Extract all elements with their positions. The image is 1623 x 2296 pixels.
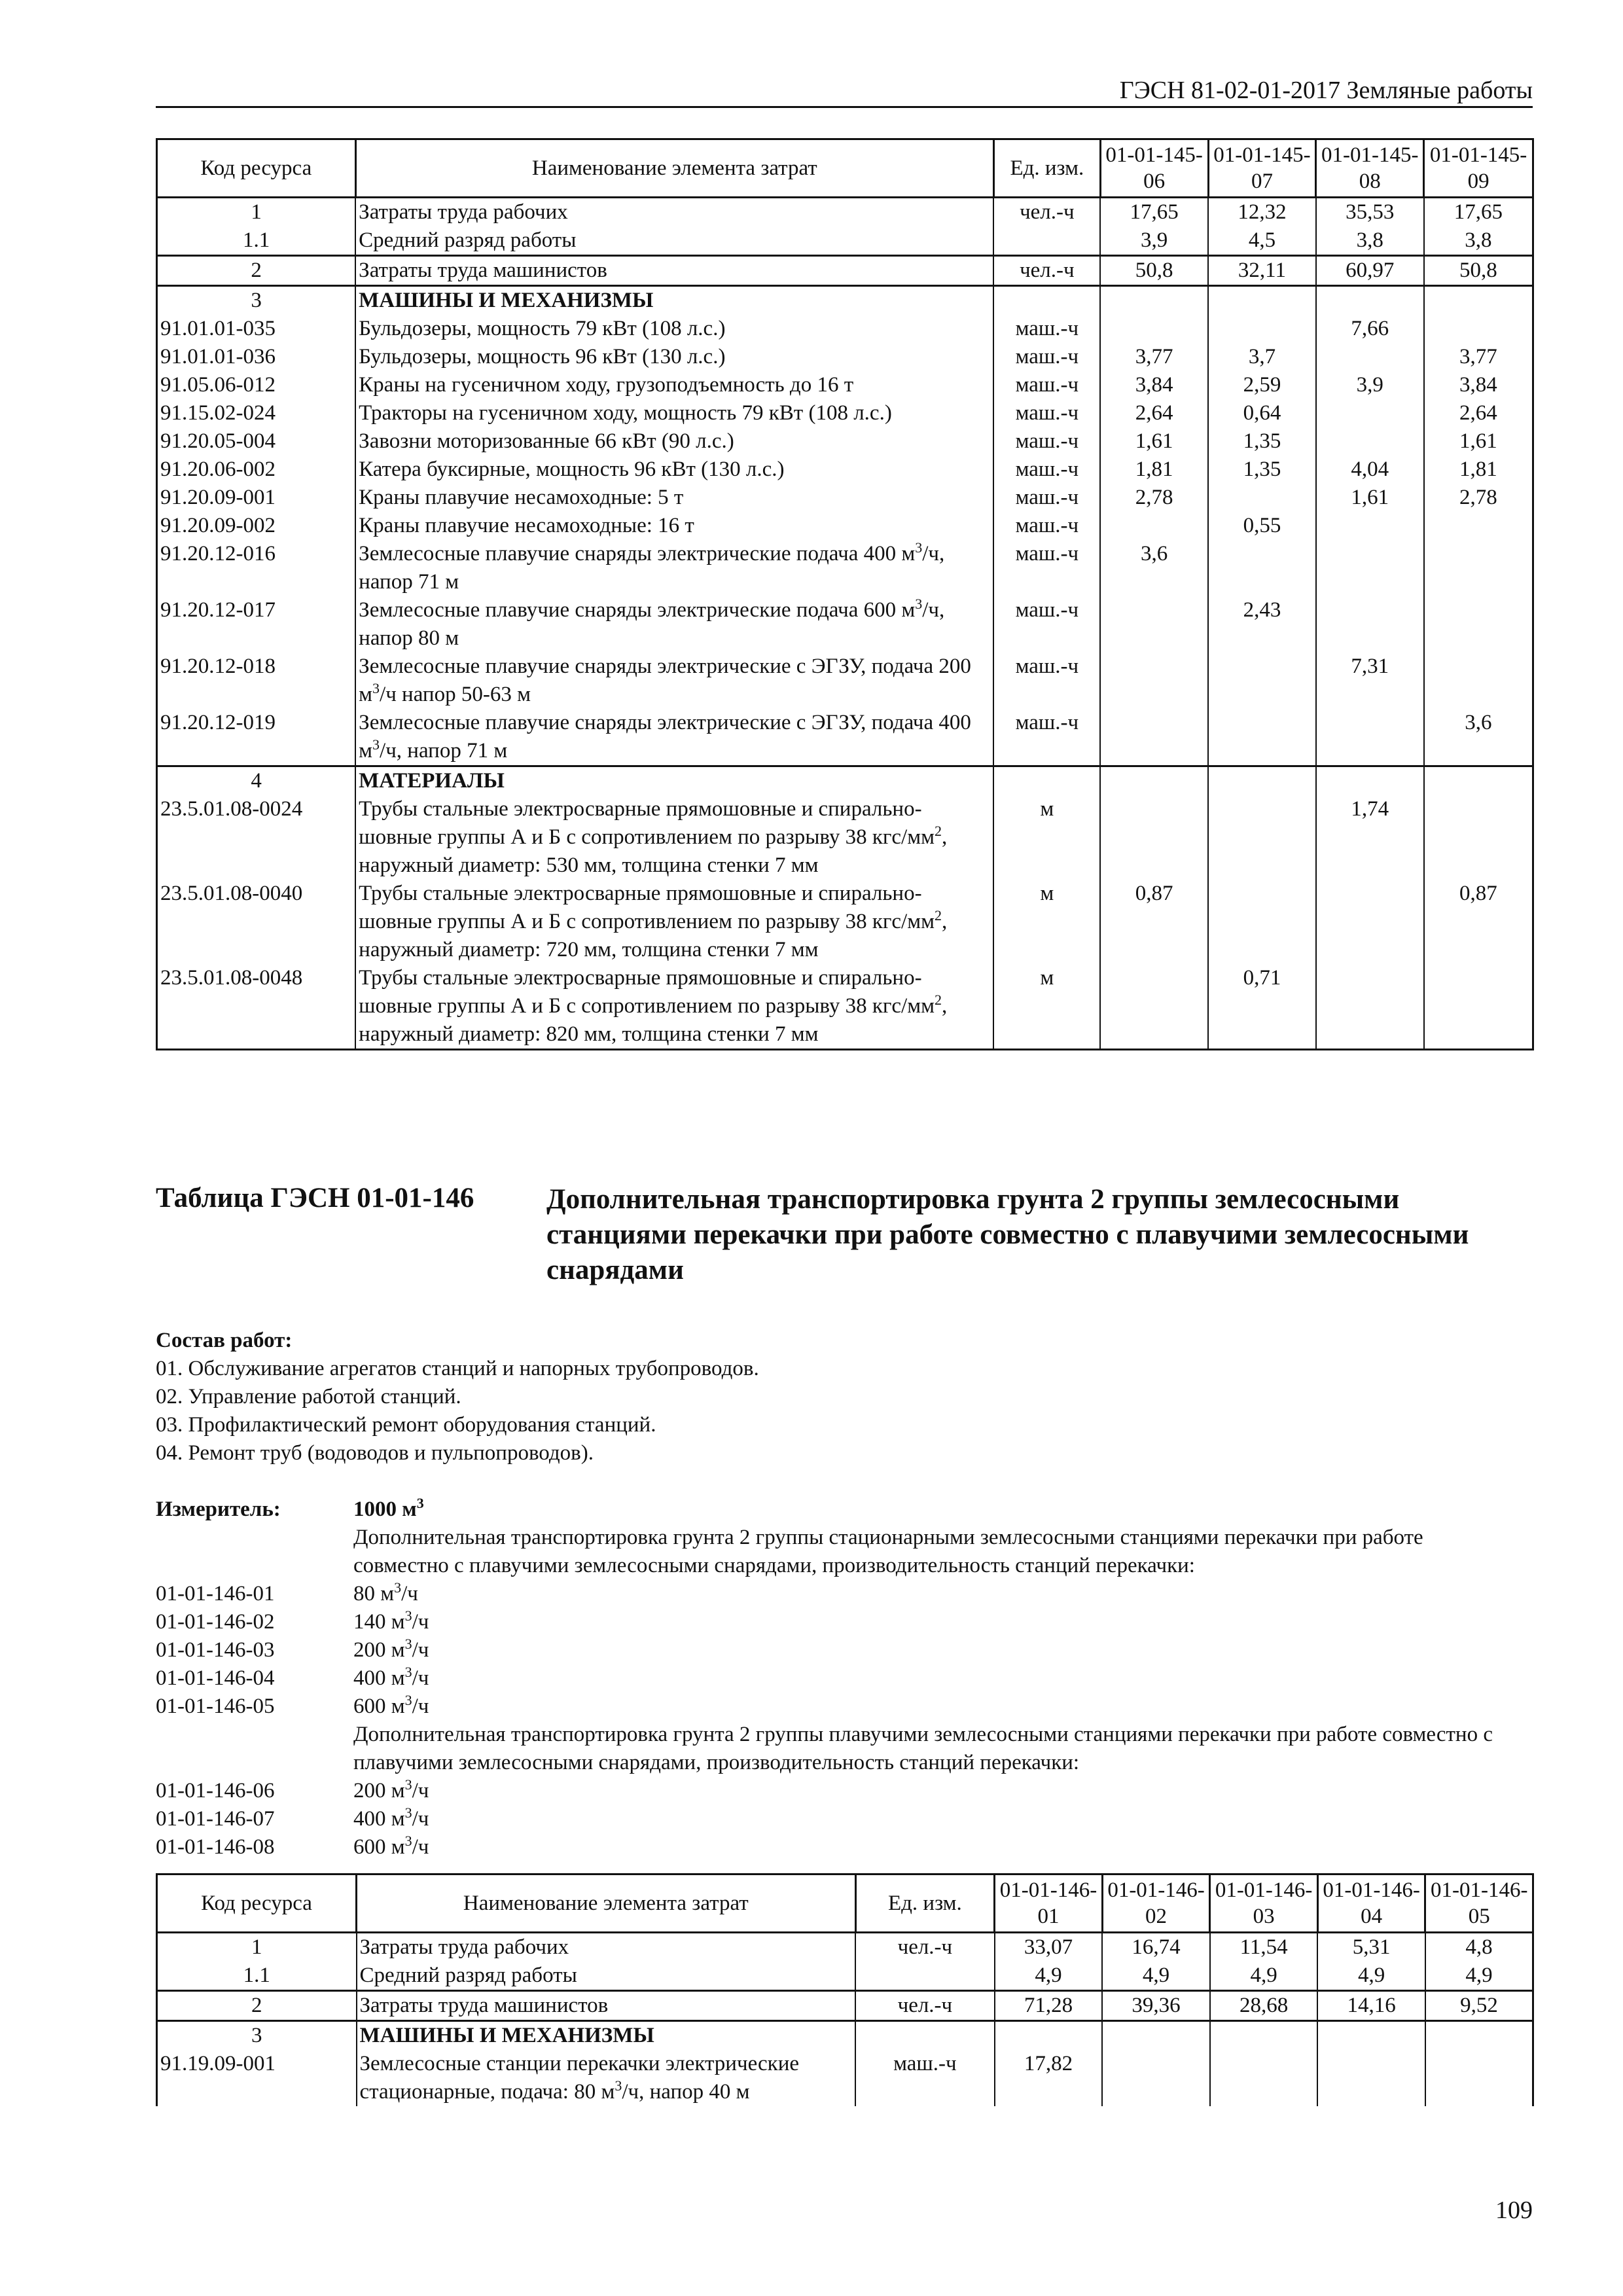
unit: чел.-ч bbox=[855, 1933, 995, 1962]
norm-value: 3,8 bbox=[1424, 226, 1533, 256]
norm-code: 01-01-146-08 bbox=[156, 1835, 275, 1859]
t1-row bbox=[157, 484, 1533, 512]
norm-value bbox=[1100, 596, 1208, 653]
norm-value bbox=[1424, 315, 1533, 343]
unit: м bbox=[993, 880, 1100, 964]
norm-value bbox=[995, 2021, 1103, 2051]
norm-value: 2,43 bbox=[1208, 596, 1316, 653]
t2-header-cell: 01-01-146-02 bbox=[1102, 1874, 1210, 1933]
norm-value: 7,66 bbox=[1316, 315, 1424, 343]
norm-value: 2,78 bbox=[1424, 484, 1533, 512]
norm-value: 14,16 bbox=[1317, 1991, 1425, 2021]
running-header: ГЭСН 81-02-01-2017 Земляные работы bbox=[1119, 77, 1533, 104]
unit: маш.-ч bbox=[993, 596, 1100, 653]
cost-element-name: Затраты труда рабочих bbox=[355, 198, 993, 227]
work-item: 01. Обслуживание агрегатов станций и напорных трубопроводов. bbox=[156, 1357, 759, 1380]
norm-value bbox=[1316, 596, 1424, 653]
resource-code: 91.01.01-035 bbox=[157, 315, 356, 343]
t2-header-cell: Ед. изм. bbox=[855, 1874, 995, 1933]
norm-value: 16,74 bbox=[1102, 1933, 1210, 1962]
norm-value bbox=[1316, 343, 1424, 371]
unit: м bbox=[993, 795, 1100, 880]
norm-value: 28,68 bbox=[1210, 1991, 1318, 2021]
resource-code: 91.01.01-036 bbox=[157, 343, 356, 371]
work-heading: Состав работ: bbox=[156, 1329, 293, 1352]
t1-row bbox=[157, 286, 1533, 315]
norm-value: 4,5 bbox=[1208, 226, 1316, 256]
norm-value bbox=[1208, 766, 1316, 796]
t2-header-cell: 01-01-146-03 bbox=[1210, 1874, 1318, 1933]
norm-value: 71,28 bbox=[995, 1991, 1103, 2021]
norm-value: 0,64 bbox=[1208, 399, 1316, 427]
norm-value bbox=[1317, 2050, 1425, 2106]
resource-code: 91.20.09-002 bbox=[157, 512, 356, 540]
cost-element-name: МАТЕРИАЛЫ bbox=[355, 766, 993, 796]
norm-value: 1,61 bbox=[1316, 484, 1424, 512]
norm-value bbox=[1100, 315, 1208, 343]
norm-value bbox=[1316, 766, 1424, 796]
norm-value bbox=[1100, 512, 1208, 540]
resource-code: 1.1 bbox=[157, 226, 356, 256]
unit bbox=[993, 286, 1100, 315]
resource-code: 91.05.06-012 bbox=[157, 371, 356, 399]
norm-value: 33,07 bbox=[995, 1933, 1103, 1962]
t2-row bbox=[157, 2021, 1533, 2051]
norm-value: 0,87 bbox=[1424, 880, 1533, 964]
norm-value: 60,97 bbox=[1316, 256, 1424, 286]
header-rule bbox=[156, 106, 1533, 108]
resource-code: 23.5.01.08-0024 bbox=[157, 795, 356, 880]
t1-row bbox=[157, 226, 1533, 256]
t2-row bbox=[157, 2050, 1533, 2106]
norm-value: 3,9 bbox=[1316, 371, 1424, 399]
norm-capacity: 140 $м^3/ч$ bbox=[353, 1607, 429, 1634]
cost-element-name: Землесосные станции перекачки электрические стационарные, подача: 80 $м^3/ч$, напор 40 м bbox=[357, 2050, 856, 2106]
resource-code: 91.20.06-002 bbox=[157, 456, 356, 484]
unit: м bbox=[993, 964, 1100, 1050]
t1-row bbox=[157, 964, 1533, 1050]
norm-code: 01-01-146-02 bbox=[156, 1610, 275, 1634]
resource-code: 2 bbox=[157, 256, 356, 286]
resource-code: 91.20.05-004 bbox=[157, 427, 356, 456]
norm-value bbox=[1316, 286, 1424, 315]
t1-row bbox=[157, 880, 1533, 964]
norm-value: 17,82 bbox=[995, 2050, 1103, 2106]
norm-value: 5,31 bbox=[1317, 1933, 1425, 1962]
norm-value bbox=[1424, 653, 1533, 709]
norm-value: 3,77 bbox=[1424, 343, 1533, 371]
norm-value bbox=[1316, 427, 1424, 456]
unit: маш.-ч bbox=[993, 653, 1100, 709]
t1-header-cell: Наименование элемента затрат bbox=[355, 139, 993, 198]
cost-element-name: Краны на гусеничном ходу, грузоподъемность до 16 т bbox=[355, 371, 993, 399]
norm-value: 1,81 bbox=[1424, 456, 1533, 484]
norm-value: 35,53 bbox=[1316, 198, 1424, 227]
t1-row bbox=[157, 653, 1533, 709]
unit: маш.-ч bbox=[993, 540, 1100, 596]
cost-element-name: Трубы стальные электросварные прямошовные и спирально-шовные группы А и Б с сопротивлением по разрыву 38 кгс/$мм^2$, наружный диаметр: 820 мм, толщина стенки 7 мм bbox=[355, 964, 993, 1050]
norm-value: 1,35 bbox=[1208, 427, 1316, 456]
norm-value bbox=[1316, 964, 1424, 1050]
norm-value: 1,61 bbox=[1100, 427, 1208, 456]
norm-value: 1,61 bbox=[1424, 427, 1533, 456]
norm-capacity: 200 $м^3/ч$ bbox=[353, 1636, 429, 1662]
meter-value: 1000 $м^3$ bbox=[353, 1495, 424, 1521]
norm-value bbox=[1316, 880, 1424, 964]
norm-capacity: 600 $м^3/ч$ bbox=[353, 1692, 429, 1718]
t2-row bbox=[157, 1933, 1533, 1962]
work-item: 03. Профилактический ремонт оборудования станций. bbox=[156, 1413, 656, 1437]
t1-row bbox=[157, 795, 1533, 880]
cost-element-name: Землесосные плавучие снаряды электрические с ЭГЗУ, подача 400 $м^3/ч$, напор 71 м bbox=[355, 709, 993, 766]
description-2: Дополнительная транспортировка грунта 2 группы плавучими землесосными станциями перекачки при работе совместно с плавучими землесосными снарядами, производительность станций перекачки: bbox=[353, 1723, 1493, 1774]
norm-value: 3,7 bbox=[1208, 343, 1316, 371]
norm-value bbox=[1208, 315, 1316, 343]
norm-value: 2,59 bbox=[1208, 371, 1316, 399]
t1-row bbox=[157, 371, 1533, 399]
unit: маш.-ч bbox=[993, 512, 1100, 540]
norm-value: 9,52 bbox=[1425, 1991, 1533, 2021]
t2-header-cell: 01-01-146-04 bbox=[1317, 1874, 1425, 1933]
norm-code: 01-01-146-06 bbox=[156, 1779, 275, 1803]
cost-element-name: МАШИНЫ И МЕХАНИЗМЫ bbox=[355, 286, 993, 315]
norm-value bbox=[1208, 286, 1316, 315]
resource-code: 1.1 bbox=[157, 1962, 357, 1991]
norm-value: 4,04 bbox=[1316, 456, 1424, 484]
resource-code: 23.5.01.08-0040 bbox=[157, 880, 356, 964]
norm-value bbox=[1208, 540, 1316, 596]
cost-element-name: Трубы стальные электросварные прямошовные и спирально-шовные группы А и Б с сопротивлением по разрыву 38 кгс/$мм^2$, наружный диаметр: 530 мм, толщина стенки 7 мм bbox=[355, 795, 993, 880]
unit: маш.-ч bbox=[993, 371, 1100, 399]
norm-value: 3,6 bbox=[1100, 540, 1208, 596]
norm-value bbox=[1208, 709, 1316, 766]
cost-element-name: Средний разряд работы bbox=[357, 1962, 856, 1991]
norm-code: 01-01-146-05 bbox=[156, 1695, 275, 1718]
t2-row bbox=[157, 1991, 1533, 2021]
resource-code: 3 bbox=[157, 286, 356, 315]
page-number: 109 bbox=[1495, 2197, 1533, 2224]
norm-value: 1,35 bbox=[1208, 456, 1316, 484]
norm-value bbox=[1424, 286, 1533, 315]
resource-code: 91.20.09-001 bbox=[157, 484, 356, 512]
resource-code: 91.20.12-018 bbox=[157, 653, 356, 709]
unit: маш.-ч bbox=[993, 456, 1100, 484]
t2-row bbox=[157, 1962, 1533, 1991]
norm-value bbox=[1424, 512, 1533, 540]
cost-element-name: Катера буксирные, мощность 96 кВт (130 л.с.) bbox=[355, 456, 993, 484]
norm-value bbox=[1316, 540, 1424, 596]
resource-code: 91.20.12-017 bbox=[157, 596, 356, 653]
norm-capacity: 400 $м^3/ч$ bbox=[353, 1664, 429, 1690]
norm-code: 01-01-146-01 bbox=[156, 1582, 275, 1605]
t1-header-cell: 01-01-145-06 bbox=[1100, 139, 1208, 198]
cost-element-name: Землесосные плавучие снаряды электрические подача 400 $м^3/ч$, напор 71 м bbox=[355, 540, 993, 596]
norm-code: 01-01-146-03 bbox=[156, 1638, 275, 1662]
norm-value: 0,55 bbox=[1208, 512, 1316, 540]
cost-element-name: Землесосные плавучие снаряды электрические с ЭГЗУ, подача 200 $м^3/ч$ напор 50-63 м bbox=[355, 653, 993, 709]
norm-value bbox=[1316, 709, 1424, 766]
t2-header-cell: 01-01-146-01 bbox=[995, 1874, 1103, 1933]
norm-value: 4,9 bbox=[1102, 1962, 1210, 1991]
unit: маш.-ч bbox=[993, 484, 1100, 512]
cost-element-name: Землесосные плавучие снаряды электрические подача 600 $м^3/ч$, напор 80 м bbox=[355, 596, 993, 653]
norm-value bbox=[1100, 964, 1208, 1050]
work-item: 02. Управление работой станций. bbox=[156, 1385, 461, 1408]
cost-element-name: Тракторы на гусеничном ходу, мощность 79 кВт (108 л.с.) bbox=[355, 399, 993, 427]
cost-element-name: Краны плавучие несамоходные: 16 т bbox=[355, 512, 993, 540]
norm-value bbox=[1424, 766, 1533, 796]
norm-value: 4,9 bbox=[1425, 1962, 1533, 1991]
norm-value: 4,8 bbox=[1425, 1933, 1533, 1962]
norm-value: 12,32 bbox=[1208, 198, 1316, 227]
norm-value: 50,8 bbox=[1100, 256, 1208, 286]
resource-code: 91.20.12-016 bbox=[157, 540, 356, 596]
resource-code: 91.15.02-024 bbox=[157, 399, 356, 427]
norm-value bbox=[1424, 540, 1533, 596]
norm-value bbox=[1317, 2021, 1425, 2051]
resource-code: 91.19.09-001 bbox=[157, 2050, 357, 2106]
cost-table-145 bbox=[156, 138, 1534, 1050]
norm-value: 2,78 bbox=[1100, 484, 1208, 512]
norm-value: 17,65 bbox=[1424, 198, 1533, 227]
work-item: 04. Ремонт труб (водоводов и пульпопроводов). bbox=[156, 1441, 594, 1465]
norm-capacity: 400 $м^3/ч$ bbox=[353, 1804, 429, 1831]
resource-code: 3 bbox=[157, 2021, 357, 2051]
norm-value bbox=[1100, 286, 1208, 315]
unit bbox=[855, 1962, 995, 1991]
unit: маш.-ч bbox=[855, 2050, 995, 2106]
cost-element-name: Средний разряд работы bbox=[355, 226, 993, 256]
norm-value: 11,54 bbox=[1210, 1933, 1318, 1962]
t1-row bbox=[157, 343, 1533, 371]
unit bbox=[993, 766, 1100, 796]
t1-row bbox=[157, 596, 1533, 653]
norm-value: 0,71 bbox=[1208, 964, 1316, 1050]
unit: маш.-ч bbox=[993, 709, 1100, 766]
unit: чел.-ч bbox=[993, 256, 1100, 286]
norm-value: 2,64 bbox=[1100, 399, 1208, 427]
unit: чел.-ч bbox=[993, 198, 1100, 227]
norm-value bbox=[1424, 964, 1533, 1050]
cost-element-name: Завозни моторизованные 66 кВт (90 л.с.) bbox=[355, 427, 993, 456]
norm-value: 3,6 bbox=[1424, 709, 1533, 766]
norm-value: 50,8 bbox=[1424, 256, 1533, 286]
norm-value bbox=[1102, 2021, 1210, 2051]
resource-code: 2 bbox=[157, 1991, 357, 2021]
t2-header-cell: 01-01-146-05 bbox=[1425, 1874, 1533, 1933]
unit bbox=[993, 226, 1100, 256]
unit bbox=[855, 2021, 995, 2051]
unit: маш.-ч bbox=[993, 427, 1100, 456]
norm-value bbox=[1208, 484, 1316, 512]
norm-value: 4,9 bbox=[1210, 1962, 1318, 1991]
norm-value: 7,31 bbox=[1316, 653, 1424, 709]
meter-label: Измеритель: bbox=[156, 1498, 281, 1521]
norm-value: 1,74 bbox=[1316, 795, 1424, 880]
norm-capacity: 80 $м^3/ч$ bbox=[353, 1579, 418, 1605]
norm-value: 17,65 bbox=[1100, 198, 1208, 227]
t2-header-cell: Наименование элемента затрат bbox=[357, 1874, 856, 1933]
norm-value bbox=[1424, 795, 1533, 880]
norm-value bbox=[1100, 709, 1208, 766]
resource-code: 1 bbox=[157, 1933, 357, 1962]
norm-value: 39,36 bbox=[1102, 1991, 1210, 2021]
t1-row bbox=[157, 766, 1533, 796]
table-title: Дополнительная транспортировка грунта 2 группы землесосными станциями перекачки при работе совместно с плавучими землесосными снарядами bbox=[546, 1184, 1469, 1285]
norm-code: 01-01-146-07 bbox=[156, 1807, 275, 1831]
norm-value: 3,84 bbox=[1424, 371, 1533, 399]
resource-code: 23.5.01.08-0048 bbox=[157, 964, 356, 1050]
norm-value bbox=[1210, 2050, 1318, 2106]
norm-code: 01-01-146-04 bbox=[156, 1666, 275, 1690]
norm-value: 4,9 bbox=[995, 1962, 1103, 1991]
norm-value bbox=[1316, 512, 1424, 540]
unit: маш.-ч bbox=[993, 399, 1100, 427]
norm-value: 3,8 bbox=[1316, 226, 1424, 256]
cost-element-name: Краны плавучие несамоходные: 5 т bbox=[355, 484, 993, 512]
t1-row bbox=[157, 427, 1533, 456]
cost-table-146 bbox=[156, 1873, 1534, 2106]
resource-code: 1 bbox=[157, 198, 356, 227]
t2-header-cell: Код ресурса bbox=[157, 1874, 357, 1933]
t1-row bbox=[157, 256, 1533, 286]
t1-header-cell: Ед. изм. bbox=[993, 139, 1100, 198]
t1-row bbox=[157, 456, 1533, 484]
resource-code: 4 bbox=[157, 766, 356, 796]
t1-header-cell: 01-01-145-07 bbox=[1208, 139, 1316, 198]
t1-header-cell: Код ресурса bbox=[157, 139, 356, 198]
t1-row bbox=[157, 512, 1533, 540]
cost-element-name: МАШИНЫ И МЕХАНИЗМЫ bbox=[357, 2021, 856, 2051]
norm-value bbox=[1208, 795, 1316, 880]
cost-element-name: Бульдозеры, мощность 79 кВт (108 л.с.) bbox=[355, 315, 993, 343]
t1-header-cell: 01-01-145-08 bbox=[1316, 139, 1424, 198]
norm-value: 3,9 bbox=[1100, 226, 1208, 256]
t1-row bbox=[157, 315, 1533, 343]
norm-value bbox=[1210, 2021, 1318, 2051]
norm-value: 1,81 bbox=[1100, 456, 1208, 484]
cost-element-name: Затраты труда рабочих bbox=[357, 1933, 856, 1962]
resource-code: 91.20.12-019 bbox=[157, 709, 356, 766]
norm-value: 0,87 bbox=[1100, 880, 1208, 964]
norm-capacity: 200 $м^3/ч$ bbox=[353, 1776, 429, 1803]
cost-element-name: Бульдозеры, мощность 96 кВт (130 л.с.) bbox=[355, 343, 993, 371]
table-label: Таблица ГЭСН 01-01-146 bbox=[156, 1183, 474, 1213]
unit: маш.-ч bbox=[993, 343, 1100, 371]
norm-value bbox=[1208, 653, 1316, 709]
norm-value bbox=[1100, 766, 1208, 796]
cost-element-name: Затраты труда машинистов bbox=[355, 256, 993, 286]
norm-value: 4,9 bbox=[1317, 1962, 1425, 1991]
norm-capacity: 600 $м^3/ч$ bbox=[353, 1833, 429, 1859]
norm-value bbox=[1316, 399, 1424, 427]
norm-value bbox=[1425, 2050, 1533, 2106]
norm-value: 32,11 bbox=[1208, 256, 1316, 286]
norm-value bbox=[1100, 653, 1208, 709]
norm-value bbox=[1425, 2021, 1533, 2051]
norm-value: 3,84 bbox=[1100, 371, 1208, 399]
unit: маш.-ч bbox=[993, 315, 1100, 343]
t1-row bbox=[157, 198, 1533, 227]
norm-value bbox=[1208, 880, 1316, 964]
t1-row bbox=[157, 540, 1533, 596]
cost-element-name: Затраты труда машинистов bbox=[357, 1991, 856, 2021]
norm-value bbox=[1424, 596, 1533, 653]
t1-row bbox=[157, 709, 1533, 766]
norm-value bbox=[1102, 2050, 1210, 2106]
norm-value: 2,64 bbox=[1424, 399, 1533, 427]
t1-header-cell: 01-01-145-09 bbox=[1424, 139, 1533, 198]
t1-row bbox=[157, 399, 1533, 427]
description-1: Дополнительная транспортировка грунта 2 группы стационарными землесосными станциями перекачки при работе совместно с плавучими землесосными снарядами, производительность станций перекачки: bbox=[353, 1526, 1423, 1577]
cost-element-name: Трубы стальные электросварные прямошовные и спирально-шовные группы А и Б с сопротивлением по разрыву 38 кгс/$мм^2$, наружный диаметр: 720 мм, толщина стенки 7 мм bbox=[355, 880, 993, 964]
norm-value bbox=[1100, 795, 1208, 880]
norm-value: 3,77 bbox=[1100, 343, 1208, 371]
unit: чел.-ч bbox=[855, 1991, 995, 2021]
